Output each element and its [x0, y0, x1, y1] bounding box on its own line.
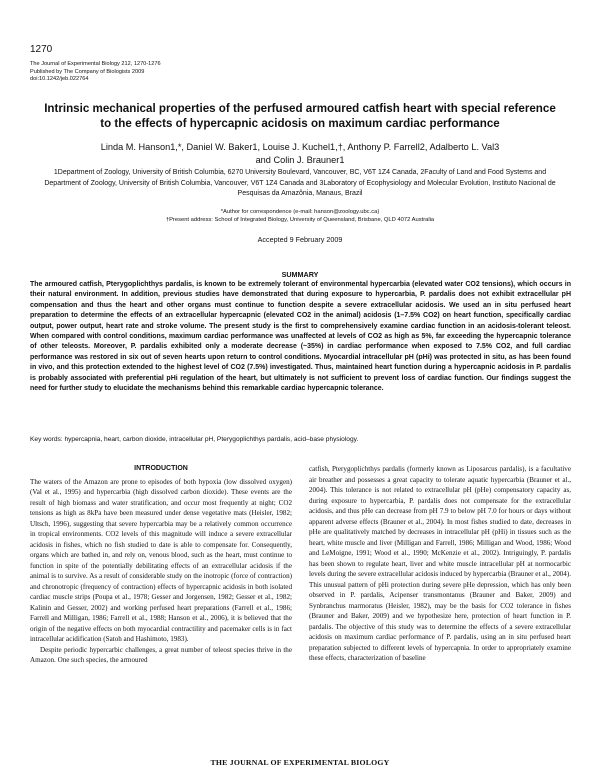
- summary-heading: SUMMARY: [281, 270, 319, 279]
- article-title: Intrinsic mechanical properties of the perfused armoured catfish heart with special reference to the effects of hypercapnic acidosis on maximum cardiac performance: [44, 102, 556, 130]
- publisher-line: Published by The Company of Biologists 2009: [30, 68, 145, 75]
- left-column: [30, 464, 292, 666]
- journal-meta: [30, 61, 161, 84]
- introduction-heading: INTRODUCTION: [134, 465, 188, 472]
- author-line-1: Linda M. Hanson1,*, Daniel W. Baker1, Louise J. Kuchel1,†, Anthony P. Farrell2, Adalberto L. Val3: [100, 142, 500, 152]
- accepted-date: Accepted 9 February 2009: [257, 235, 343, 244]
- summary-text: The armoured catfish, Pterygoplichthys pardalis, is known to be extremely tolerant of environmental hypercarbia (elevated water CO2 tensions), which occurs in their natural environment. In addition, previous studies have demonstrated that during exposure to hypercarbia, P. pardalis does not exhibit extracellular pH compensation and thus the heart and other organs must continue to function despite a severe extracellular acidosis. We used an in situ perfused heart preparation to determine the effects of an extracellular hypercapnic (elevated CO2 in the animal) acidosis (1–7.5% CO2) on heart function, specifically cardiac output, power output, heart rate and stroke volume. The present study is the first to comprehensively examine cardiac function in an acidosis-tolerant teleost. When compared with control conditions, maximum cardiac performance was unaffected at levels of CO2 as high as 5%, far exceeding the hypercapnic tolerance of other teleosts. Moreover, P. pardalis exhibited only a moderate decrease (~35%) in cardiac performance when exposed to 7.5% CO2, and full cardiac performance was restored in six out of seven hearts upon return to control conditions. Myocardial intracellular pH (pHi) was protected in situ, as has been found in vivo, and this protection extended to the highest level of CO2 (7.5%) investigated. Thus, maintained heart function during a hypercapnic acidosis in P. pardalis is probably associated with preferential pHi regulation of the heart, but ultimately is not sufficient to prevent loss of cardiac function. Our findings suggest the need for further study to elucidate the mechanisms behind this remarkable cardiac hypercapnic tolerance.: [30, 281, 571, 393]
- author-line-2: and Colin J. Brauner1: [255, 154, 345, 165]
- author-list: [40, 141, 560, 166]
- intro-paragraph-2: Despite periodic hypercarbic challenges, a great number of teleost species thrive in the Amazon. One such species, the armoured: [30, 645, 292, 664]
- doi-line[interactable]: doi:10.1242/jeb.022764: [30, 76, 89, 83]
- correspondence-email[interactable]: *Author for correspondence (e-mail: hanson@zoology.ubc.ca): [220, 209, 380, 215]
- present-address: †Present address: School of Integrated Biology, University of Queensland, Brisbane, QLD 4072 Australia: [165, 216, 435, 223]
- intro-paragraph-3: catfish, Pterygoplichthys pardalis (formerly known as Liposarcus pardalis), is a facultative air breather and possesses a great capacity to tolerate aquatic hypercarbia (Brauner et al., 2004). This tolerance is not related to extracellular pH (pHe) compensatory capacity as, during exposure to hypercarbia, P. pardalis does not compensate for the extracellular acidosis, and thus pHe can decrease from pH 7.9 to below pH 7.0 for hours or days without apparent adverse effects (Brauner et al., 2004). In most fishes studied to date, decreases in pHe are qualitatively matched by decreases in intracellular pH (pHi) in tissues such as the heart, white muscle and liver (Milligan and Farrell, 1986; Milligan and Wood, 1986; Wood and LeMoigne, 1991; Wood et al., 1990; McKenzie et al., 2002). Intriguingly, P. pardalis has been shown to regulate heart, liver and white muscle intracellular pH at normocarbic levels during the severe extracellular acidosis induced by hypercarbia (Brauner et al., 2004). This unusual pattern of pHi protection during severe pHe depression, which has only been observed in P. pardalis, Acipenser transmontanus (Brauner and Baker, 2009) and Synbranchus marmoratus (Heisler, 1982), may be the basis for CO2 tolerance in fishes (Brauner and Baker, 2009) and we hypothesize here, protection of heart function in P. pardalis. The objective of this study was to determine the effects of a severe extracellular acidosis on maximum cardiac performance of P. pardalis, using an in situ perfused heart preparation subjected to different levels of hypercapnia. In order to appropriately examine these effects, characterization of baseline: [309, 465, 571, 662]
- correspondence-note: [40, 209, 560, 225]
- keywords: Key words: hypercapnia, heart, carbon dioxide, intracellular pH, Pterygoplichthys pardalis, acid–base physiology.: [30, 436, 359, 443]
- page-number: 1270: [30, 44, 53, 55]
- intro-paragraph-1: The waters of the Amazon are prone to episodes of both hypoxia (low dissolved oxygen) (Val et al., 1995) and hypercarbia (high dissolved carbon dioxide). These events are the result of high biomass and water stratification, and occur most frequently at night; CO2 tensions as high as 8kPa have been measured under dense vegetative mats (Heisler, 1982; Ultsch, 1996), suggesting that severe hypercarbia may be a relatively common occurrence in tropical environments. CO2 levels of this magnitude will induce a severe extracellular acidosis in fishes, which no fish studied to date is able to compensate for. Consequently, organs which are bathed in, and rely on, venous blood, such as the heart, must continue to function in spite of the potentially debilitating effects of an extracellular acidosis if the animal is to survive. As a result of considerable study on the inotropic (force of contraction) and chronotropic (frequency of contraction) effects of hypercapnic acidosis in both isolated cardiac muscle strips (Poupa et al., 1978; Gesser and Jorgensen, 1982; Gesser et al., 1982; Kalinin and Gesser, 2002) and working perfused heart preparations (Farrell et al., 1986; Farrell and Milligan, 1986; Farrell et al., 1988; Hanson et al., 2006), it is believed that the origin of the negative effects on both myocardial contractility and pacemaker cells is in fact intracellular acidification (Satoh and Hashimoto, 1983).: [30, 477, 292, 643]
- affiliations: 1Department of Zoology, University of British Columbia, 6270 University Boulevard, Vancouver, BC, V6T 1Z4 Canada, 2Faculty of Land and Food Systems and Department of Zoology, University of British Columbia, Vancouver, V6T 1Z4 Canada and 3Laboratory of Ecophysiology and Molecular Evolution, Instituto Nacional de Pesquisas da Amazônia, Manaus, Brazil: [44, 169, 556, 197]
- journal-footer: THE JOURNAL OF EXPERIMENTAL BIOLOGY: [210, 758, 390, 767]
- right-column: [309, 464, 571, 664]
- journal-citation: The Journal of Experimental Biology 212, 1270-1276: [30, 61, 161, 67]
